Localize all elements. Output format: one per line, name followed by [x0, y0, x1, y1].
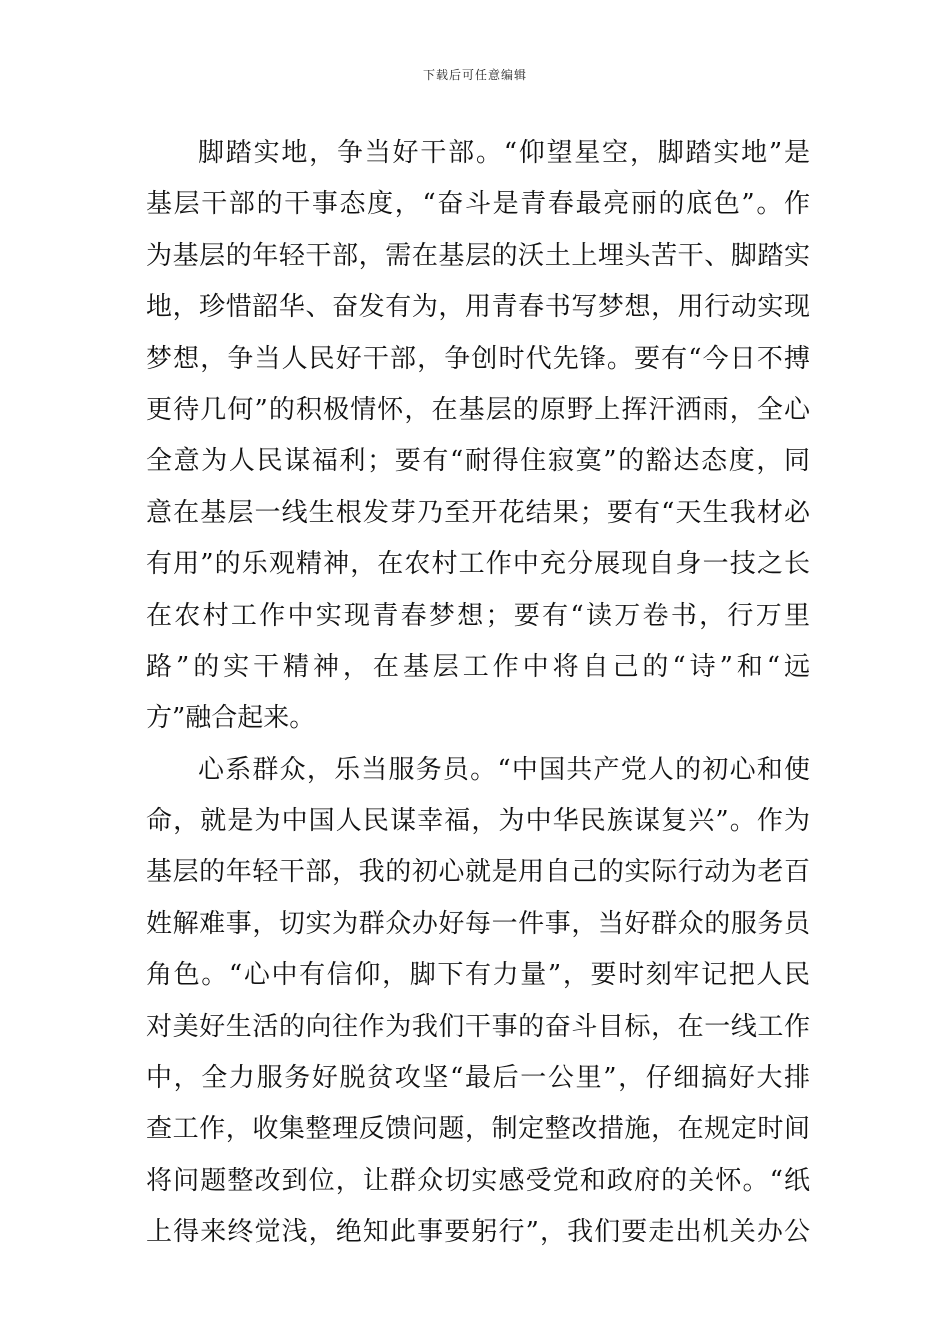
text-line: 为基层的年轻干部，需在基层的沃土上埋头苦干、脚踏实 [146, 240, 810, 271]
text-line: 上得来终觉浅，绝知此事要躬行”，我们要走出机关办公 [146, 1217, 810, 1248]
text-line: 将问题整改到位，让群众切实感受党和政府的关怀。“纸 [146, 1165, 810, 1196]
text-line: 全意为人民谋福利；要有“耐得住寂寞”的豁达态度，同 [146, 446, 810, 477]
document-body [146, 128, 810, 1259]
text-line: 基层干部的干事态度，“奋斗是青春最亮丽的底色”。作 [146, 189, 810, 220]
text-line: 脚踏实地，争当好干部。“仰望星空，脚踏实地”是 [198, 138, 810, 168]
text-line: 基层的年轻干部，我的初心就是用自己的实际行动为老百 [146, 857, 810, 888]
text-line: 角色。“心中有信仰，脚下有力量”，要时刻牢记把人民 [146, 960, 810, 991]
text-line: 心系群众，乐当服务员。“中国共产党人的初心和使 [198, 754, 810, 785]
text-line: 有用”的乐观精神，在农村工作中充分展现自身一技之长 [146, 549, 810, 580]
page-header: 下载后可任意编辑 [422, 68, 527, 82]
text-line: 梦想，争当人民好干部，争创时代先锋。要有“今日不搏 [146, 343, 810, 374]
paragraph-1 [146, 128, 810, 745]
text-line: 意在基层一线生根发芽乃至开花结果；要有“天生我材必 [146, 497, 810, 528]
text-line: 中，全力服务好脱贫攻坚“最后一公里”，仔细搞好大排 [146, 1063, 810, 1094]
text-line: 方”融合起来。 [146, 703, 316, 734]
text-line: 更待几何”的积极情怀，在基层的原野上挥汗洒雨，全心 [146, 394, 810, 425]
text-line: 查工作，收集整理反馈问题，制定整改措施，在规定时间 [146, 1114, 810, 1145]
text-line: 在农村工作中实现青春梦想；要有“读万卷书，行万里 [146, 600, 810, 631]
text-line: 姓解难事，切实为群众办好每一件事，当好群众的服务员 [146, 908, 810, 939]
text-line: 地，珍惜韶华、奋发有为，用青春书写梦想，用行动实现 [146, 292, 810, 323]
text-line: 对美好生活的向往作为我们干事的奋斗目标，在一线工作 [146, 1011, 810, 1042]
text-line: 命，就是为中国人民谋幸福，为中华民族谋复兴”。作为 [146, 806, 810, 837]
text-line: 路”的实干精神，在基层工作中将自己的“诗”和“远 [146, 651, 810, 682]
paragraph-2 [146, 745, 810, 1259]
